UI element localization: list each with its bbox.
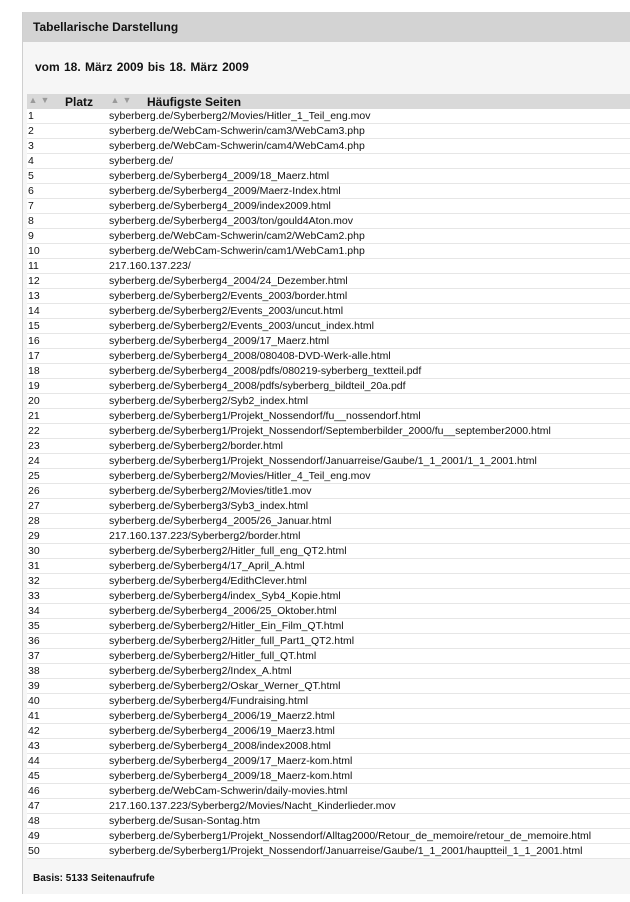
table-row <box>27 334 630 349</box>
table-row <box>27 199 630 214</box>
row-rank: 18 <box>28 365 40 377</box>
row-page-url: syberberg.de/Syberberg2/Movies/title1.mov <box>109 485 312 497</box>
row-rank: 13 <box>28 290 40 302</box>
row-rank: 26 <box>28 485 40 497</box>
row-rank: 41 <box>28 710 40 722</box>
row-rank: 38 <box>28 665 40 677</box>
row-rank: 49 <box>28 830 40 842</box>
row-page-url: syberberg.de/Syberberg4/index_Syb4_Kopie.html <box>109 590 341 602</box>
table-row <box>27 484 630 499</box>
arrow-down-icon[interactable]: ▼ <box>40 95 50 105</box>
row-page-url: syberberg.de/Syberberg4_2009/18_Maerz-kom.html <box>109 770 353 782</box>
table-row <box>27 679 630 694</box>
table-row <box>27 379 630 394</box>
row-rank: 46 <box>28 785 40 797</box>
row-rank: 37 <box>28 650 40 662</box>
row-rank: 30 <box>28 545 40 557</box>
row-page-url: syberberg.de/Syberberg4_2006/19_Maerz3.html <box>109 725 335 737</box>
table-row <box>27 529 630 544</box>
table-row <box>27 814 630 829</box>
row-rank: 33 <box>28 590 40 602</box>
table-row <box>27 319 630 334</box>
row-rank: 14 <box>28 305 40 317</box>
table-row <box>27 559 630 574</box>
table-row <box>27 259 630 274</box>
row-rank: 50 <box>28 845 40 857</box>
row-page-url: syberberg.de/Syberberg2/Hitler_full_Part1_QT2.html <box>109 635 355 647</box>
row-rank: 45 <box>28 770 40 782</box>
table-row <box>27 544 630 559</box>
table-row <box>27 784 630 799</box>
row-rank: 15 <box>28 320 40 332</box>
row-rank: 6 <box>28 185 34 197</box>
row-page-url: syberberg.de/Syberberg2/Index_A.html <box>109 665 292 677</box>
row-rank: 3 <box>28 140 34 152</box>
row-page-url: syberberg.de/Syberberg4_2004/24_Dezember.html <box>109 275 348 287</box>
table-row <box>27 634 630 649</box>
row-rank: 39 <box>28 680 40 692</box>
row-rank: 24 <box>28 455 40 467</box>
row-page-url: syberberg.de/Syberberg4_2005/26_Januar.html <box>109 515 332 527</box>
table-row <box>27 124 630 139</box>
row-page-url: syberberg.de/Syberberg1/Projekt_Nossendorf/Januarreise/Gaube/1_1_2001/hauptteil_1_1_2001.html <box>109 845 583 857</box>
row-page-url: syberberg.de/Syberberg2/Hitler_full_eng_QT2.html <box>109 545 347 557</box>
row-rank: 17 <box>28 350 40 362</box>
row-page-url: syberberg.de/Syberberg4_2008/pdfs/080219-syberberg_textteil.pdf <box>109 365 422 377</box>
row-rank: 21 <box>28 410 40 422</box>
table-row <box>27 604 630 619</box>
date-range: vom 18. März 2009 bis 18. März 2009 <box>35 60 249 74</box>
row-rank: 5 <box>28 170 34 182</box>
row-page-url: 217.160.137.223/Syberberg2/border.html <box>109 530 301 542</box>
table-row <box>27 394 630 409</box>
table-row <box>27 739 630 754</box>
row-rank: 36 <box>28 635 40 647</box>
row-rank: 19 <box>28 380 40 392</box>
statistics-panel <box>22 12 630 894</box>
table-row <box>27 754 630 769</box>
row-rank: 11 <box>28 260 39 272</box>
table-row <box>27 304 630 319</box>
table-row <box>27 274 630 289</box>
table-row <box>27 109 630 124</box>
table-row <box>27 469 630 484</box>
row-page-url: syberberg.de/Syberberg4_2006/19_Maerz2.html <box>109 710 335 722</box>
row-page-url: syberberg.de/Syberberg4_2009/17_Maerz-kom.html <box>109 755 353 767</box>
table-row <box>27 439 630 454</box>
row-page-url: syberberg.de/Susan-Sontag.htm <box>109 815 261 827</box>
table-row <box>27 184 630 199</box>
row-rank: 43 <box>28 740 40 752</box>
row-rank: 16 <box>28 335 40 347</box>
table-row <box>27 829 630 844</box>
row-page-url: syberberg.de/Syberberg4_2003/ton/gould4Aton.mov <box>109 215 354 227</box>
panel-title: Tabellarische Darstellung <box>23 12 630 42</box>
row-page-url: syberberg.de/Syberberg4_2008/pdfs/syberberg_bildteil_20a.pdf <box>109 380 406 392</box>
row-rank: 47 <box>28 800 40 812</box>
footer-basis: Basis: 5133 Seitenaufrufe <box>33 873 155 884</box>
row-rank: 4 <box>28 155 34 167</box>
row-page-url: syberberg.de/Syberberg1/Projekt_Nossendorf/fu__nossendorf.html <box>109 410 421 422</box>
row-rank: 44 <box>28 755 40 767</box>
row-page-url: syberberg.de/Syberberg2/Oskar_Werner_QT.html <box>109 680 341 692</box>
table-row <box>27 619 630 634</box>
row-rank: 31 <box>28 560 40 572</box>
table-row <box>27 514 630 529</box>
row-page-url: syberberg.de/WebCam-Schwerin/daily-movies.html <box>109 785 348 797</box>
row-page-url: syberberg.de/Syberberg4/Fundraising.html <box>109 695 309 707</box>
row-rank: 7 <box>28 200 34 212</box>
row-page-url: syberberg.de/Syberberg2/Events_2003/uncut.html <box>109 305 344 317</box>
row-page-url: syberberg.de/Syberberg1/Projekt_Nossendorf/Septemberbilder_2000/fu__september2000.html <box>109 425 551 437</box>
row-rank: 2 <box>28 125 34 137</box>
row-rank: 25 <box>28 470 40 482</box>
column-header-platz[interactable]: Platz <box>65 95 94 109</box>
row-page-url: syberberg.de/WebCam-Schwerin/cam1/WebCam1.php <box>109 245 365 257</box>
row-rank: 23 <box>28 440 40 452</box>
table-body <box>27 109 630 859</box>
row-rank: 20 <box>28 395 40 407</box>
table-row <box>27 409 630 424</box>
row-page-url: syberberg.de/Syberberg4_2008/080408-DVD-Werk-alle.html <box>109 350 391 362</box>
table-row <box>27 649 630 664</box>
row-page-url: syberberg.de/Syberberg4_2009/Maerz-Index.html <box>109 185 341 197</box>
column-header-seiten[interactable]: Häufigste Seiten <box>147 95 242 109</box>
table-row <box>27 799 630 814</box>
arrow-up-icon[interactable]: ▲ <box>28 95 38 105</box>
row-rank: 10 <box>28 245 40 257</box>
table-row <box>27 694 630 709</box>
row-page-url: syberberg.de/Syberberg2/Events_2003/uncut_index.html <box>109 320 375 332</box>
row-rank: 32 <box>28 575 40 587</box>
row-page-url: syberberg.de/Syberberg2/Movies/Hitler_1_Teil_eng.mov <box>109 110 371 122</box>
arrow-down-icon[interactable]: ▼ <box>122 95 132 105</box>
table-row <box>27 364 630 379</box>
row-rank: 28 <box>28 515 40 527</box>
table-header <box>27 94 630 109</box>
row-page-url: syberberg.de/Syberberg3/Syb3_index.html <box>109 500 309 512</box>
row-rank: 29 <box>28 530 40 542</box>
table-row <box>27 424 630 439</box>
table-row <box>27 154 630 169</box>
row-rank: 12 <box>28 275 40 287</box>
table-row <box>27 139 630 154</box>
row-rank: 48 <box>28 815 40 827</box>
row-page-url: syberberg.de/Syberberg4/EdithClever.html <box>109 575 307 587</box>
sort-controls-platz <box>28 95 50 105</box>
row-page-url: syberberg.de/Syberberg4_2008/index2008.html <box>109 740 331 752</box>
row-page-url: syberberg.de/WebCam-Schwerin/cam2/WebCam2.php <box>109 230 365 242</box>
table-row <box>27 664 630 679</box>
row-page-url: syberberg.de/Syberberg2/Syb2_index.html <box>109 395 309 407</box>
row-rank: 22 <box>28 425 40 437</box>
row-rank: 40 <box>28 695 40 707</box>
sort-controls-seiten <box>110 95 132 105</box>
row-rank: 35 <box>28 620 40 632</box>
row-page-url: syberberg.de/WebCam-Schwerin/cam3/WebCam3.php <box>109 125 365 137</box>
row-page-url: 217.160.137.223/Syberberg2/Movies/Nacht_Kinderlieder.mov <box>109 800 396 812</box>
row-page-url: syberberg.de/Syberberg4_2009/18_Maerz.html <box>109 170 330 182</box>
row-page-url: syberberg.de/Syberberg4_2009/17_Maerz.html <box>109 335 330 347</box>
row-page-url: syberberg.de/Syberberg2/Hitler_Ein_Film_QT.html <box>109 620 344 632</box>
table-row <box>27 349 630 364</box>
row-rank: 8 <box>28 215 34 227</box>
row-rank: 9 <box>28 230 34 242</box>
row-page-url: 217.160.137.223/ <box>109 260 191 272</box>
row-page-url: syberberg.de/Syberberg1/Projekt_Nossendorf/Januarreise/Gaube/1_1_2001/1_1_2001.html <box>109 455 537 467</box>
table-row <box>27 214 630 229</box>
row-page-url: syberberg.de/Syberberg2/Hitler_full_QT.html <box>109 650 317 662</box>
row-page-url: syberberg.de/Syberberg4/17_April_A.html <box>109 560 305 572</box>
table-row <box>27 574 630 589</box>
table-row <box>27 769 630 784</box>
row-page-url: syberberg.de/Syberberg2/border.html <box>109 440 283 452</box>
row-rank: 34 <box>28 605 40 617</box>
table-row <box>27 169 630 184</box>
row-rank: 27 <box>28 500 40 512</box>
row-page-url: syberberg.de/Syberberg1/Projekt_Nossendorf/Alltag2000/Retour_de_memoire/retour_de_memoire.html <box>109 830 592 842</box>
row-page-url: syberberg.de/ <box>109 155 174 167</box>
row-page-url: syberberg.de/Syberberg2/Events_2003/border.html <box>109 290 348 302</box>
table-row <box>27 289 630 304</box>
row-rank: 1 <box>28 110 34 122</box>
row-page-url: syberberg.de/WebCam-Schwerin/cam4/WebCam4.php <box>109 140 365 152</box>
row-rank: 42 <box>28 725 40 737</box>
table-row <box>27 454 630 469</box>
table-row <box>27 229 630 244</box>
row-page-url: syberberg.de/Syberberg4_2006/25_Oktober.html <box>109 605 337 617</box>
table-row <box>27 244 630 259</box>
row-page-url: syberberg.de/Syberberg2/Movies/Hitler_4_Teil_eng.mov <box>109 470 371 482</box>
table-row <box>27 589 630 604</box>
table-row <box>27 724 630 739</box>
arrow-up-icon[interactable]: ▲ <box>110 95 120 105</box>
table-row <box>27 499 630 514</box>
table-row <box>27 844 630 859</box>
table-row <box>27 709 630 724</box>
row-page-url: syberberg.de/Syberberg4_2009/index2009.html <box>109 200 331 212</box>
